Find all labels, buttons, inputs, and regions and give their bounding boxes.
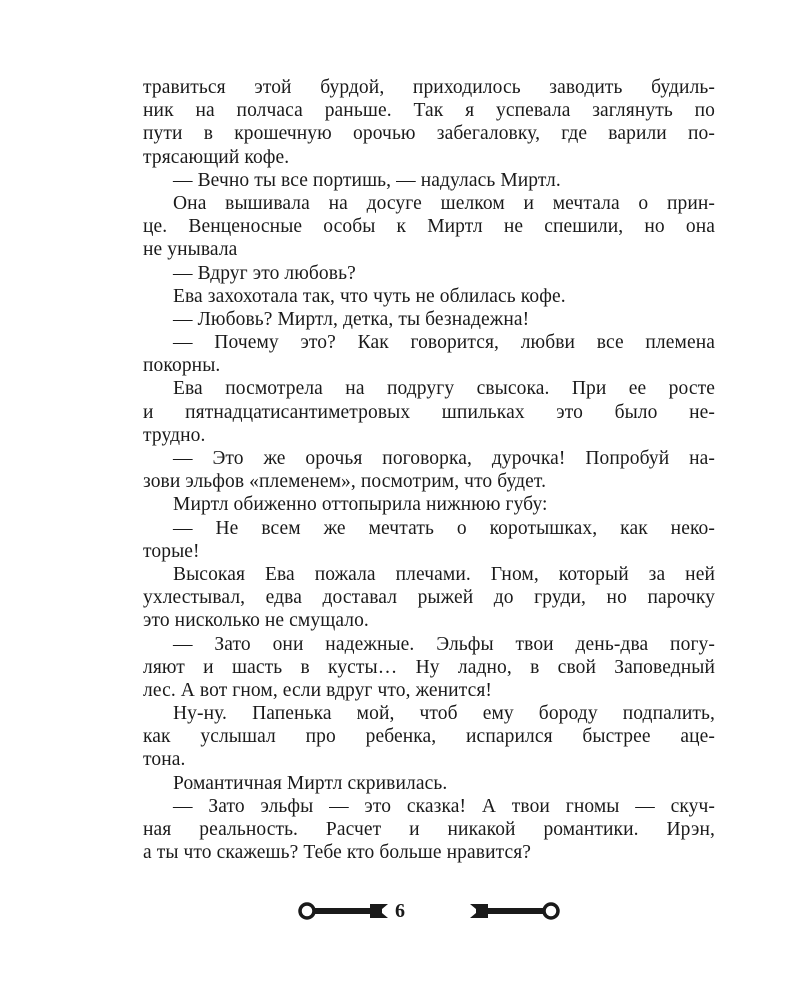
text-line: ная реальность. Расчет и никакой романтики. Ирэн, (143, 819, 715, 840)
text-line: не унывала (143, 239, 238, 261)
page-number: 6 (395, 900, 405, 922)
text-line: Ну-ну. Папенька мой, чтоб ему бороду подпалить, (173, 703, 715, 725)
text-line: покорны. (143, 355, 221, 377)
text-line: ухлестывал, едва доставал рыжей до груди, но парочку (143, 587, 715, 609)
text-line: пути в крошечную орочью забегаловку, где варили по- (143, 123, 715, 145)
text-line: Романтичная Миртл скривилась. (173, 772, 448, 794)
text-line: лес. А вот гном, если вдруг что, женится! (143, 679, 492, 701)
text-line: — Вечно ты все портишь, — надулась Миртл. (173, 169, 561, 191)
text-line: травиться этой бурдой, приходилось заводить будиль- (143, 77, 715, 98)
text-line: — Не всем же мечтать о коротышках, как неко- (173, 517, 715, 539)
text-line: это нисколько не смущало. (143, 610, 369, 632)
text-line: Высокая Ева пожала плечами. Гном, который за ней (173, 563, 715, 585)
text-line: трясающий кофе. (143, 146, 290, 168)
wrench-icon (466, 901, 562, 921)
text-line: трудно. (143, 424, 206, 446)
text-line: — Это же орочья поговорка, дурочка! Попробуй на- (173, 448, 715, 469)
text-line: Она вышивала на досуге шелком и мечтала о прин- (173, 192, 715, 214)
text-line: — Любовь? Миртл, детка, ты безнадежна! (173, 308, 530, 330)
text-line: как услышал про ребенка, испарился быстрее аце- (143, 726, 715, 748)
text-line: и пятнадцатисантиметровых шпильках это было не- (143, 401, 715, 423)
body-text (143, 76, 715, 864)
text-line: ляют и шасть в кусты… Ну ладно, в свой Заповедный (143, 656, 715, 678)
text-line: — Вдруг это любовь? (173, 262, 356, 284)
text-line: — Зато эльфы — это сказка! А твои гномы — скуч- (173, 795, 715, 817)
page-footer (0, 893, 800, 933)
text-line: — Почему это? Как говорится, любви все племена (173, 332, 715, 354)
text-line: торые! (143, 540, 200, 562)
wrench-icon (296, 901, 392, 921)
text-line: ник на полчаса раньше. Так я успевала заглянуть по (143, 100, 715, 122)
text-line: Ева захохотала так, что чуть не облилась кофе. (173, 285, 566, 307)
text-line: — Зато они надежные. Эльфы твои день-два погу- (173, 633, 715, 655)
text-line: це. Венценосные особы к Миртл не спешили, но она (143, 216, 715, 238)
text-line: Миртл обиженно оттопырила нижнюю губу: (173, 494, 548, 516)
text-line: зови эльфов «племенем», посмотрим, что будет. (143, 471, 547, 493)
text-line: тона. (143, 749, 186, 771)
text-line: а ты что скажешь? Тебе кто больше нравится? (143, 842, 532, 864)
text-line: Ева посмотрела на подругу свысока. При ее росте (173, 378, 715, 400)
